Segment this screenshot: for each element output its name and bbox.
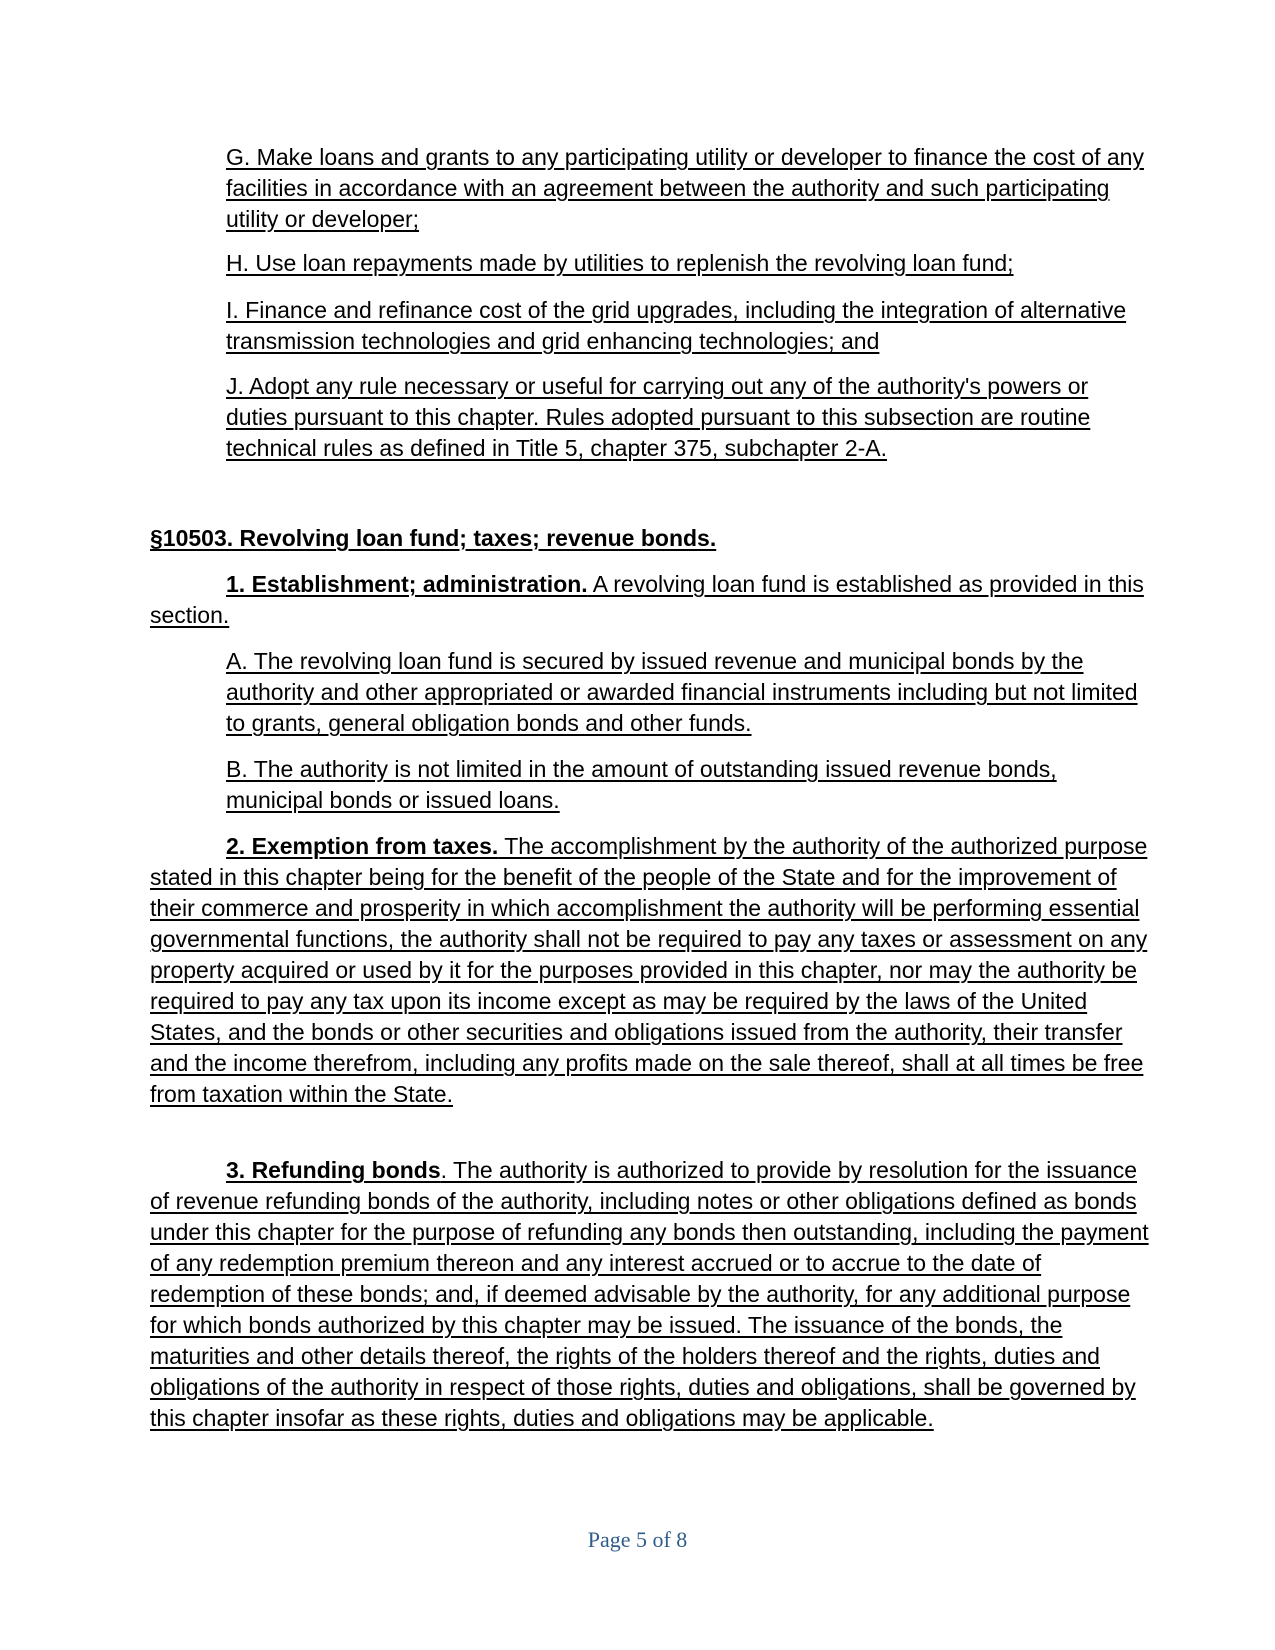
subsection-2-text: The accomplishment by the authority of the authorized purpose stated in this chapter being for the benefit of the people of the State and for the improvement of their commerce and prosperity in which accomplishment the authority will be performing essential governmental functions, the authority shall not be required to pay any taxes or assessment on any property acquired or used by it for the purposes provided in this chapter, nor may the authority be required to pay any tax upon its income except as may be required by the laws of the United States, and the bonds or other securities and obligations issued from the authority, their transfer and the income therefrom, including any profits made on the sale thereof, shall at all times be free from taxation within the State.: [150, 833, 1148, 1107]
item-b: B. The authority is not limited in the amount of outstanding issued revenue bonds, municipal bonds or issued loans.: [226, 756, 1057, 813]
item-a: A. The revolving loan fund is secured by issued revenue and municipal bonds by the authority and other appropriated or awarded financial instruments including but not limited to grants, general obligation bonds and other funds.: [226, 648, 1138, 736]
item-i: I. Finance and refinance cost of the grid upgrades, including the integration of alternative transmission technologies and grid enhancing technologies; and: [226, 297, 1127, 354]
section-heading: §10503. Revolving loan fund; taxes; revenue bonds.: [150, 525, 717, 551]
item-h: H. Use loan repayments made by utilities to replenish the revolving loan fund;: [226, 250, 1014, 276]
subsection-2-heading: 2. Exemption from taxes.: [226, 833, 499, 859]
item-g: G. Make loans and grants to any participating utility or developer to finance the cost of any facilities in accordance with an agreement between the authority and such participating utility or developer;: [226, 144, 1144, 232]
subsection-2: [150, 831, 1152, 1110]
page-number: Page 5 of 8: [587, 1527, 688, 1552]
item-j: J. Adopt any rule necessary or useful for carrying out any of the authority's powers or duties pursuant to this chapter. Rules adopted pursuant to this subsection are routine technical rules as defined in Title 5, chapter 375, subchapter 2-A.: [226, 373, 1091, 461]
subsection-1-text: A revolving loan fund is established as provided in this section.: [150, 571, 1144, 628]
subsection-3-text: . The authority is authorized to provide by resolution for the issuance of revenue refunding bonds of the authority, including notes or other obligations defined as bonds under this chapter for the purpose of refunding any bonds then outstanding, including the payment of any redemption premium thereon and any interest accrued or to accrue to the date of redemption of these bonds; and, if deemed advisable by the authority, for any additional purpose for which bonds authorized by this chapter may be issued. The issuance of the bonds, the maturities and other details thereof, the rights of the holders thereof and the rights, duties and obligations of the authority in respect of those rights, duties and obligations, shall be governed by this chapter insofar as these rights, duties and obligations may be applicable.: [150, 1157, 1149, 1431]
subsection-1-heading: 1. Establishment; administration.: [226, 571, 588, 597]
subsection-1: [150, 569, 1152, 631]
subsection-3-heading: 3. Refunding bonds: [226, 1157, 441, 1183]
subsection-3: [150, 1155, 1152, 1434]
